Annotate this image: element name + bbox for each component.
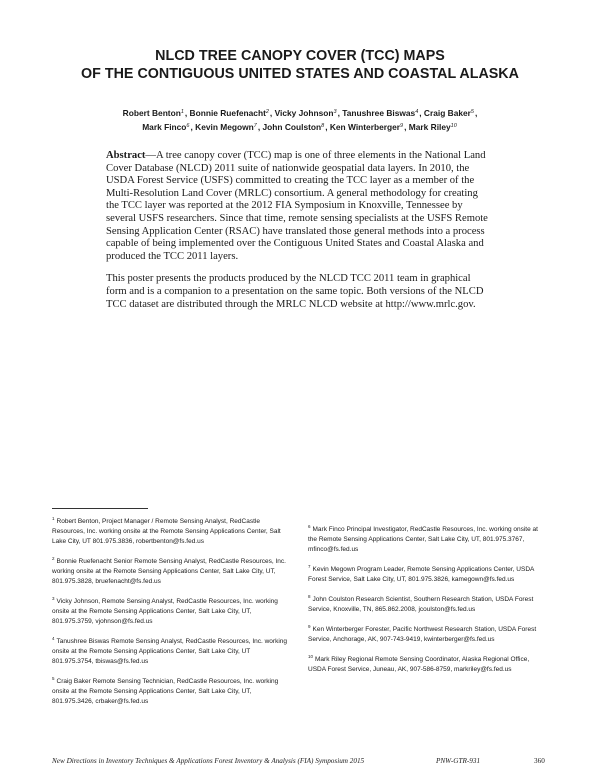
author-separator: , xyxy=(269,108,273,118)
footnote-number: 7 xyxy=(308,564,311,569)
footnote-number: 9 xyxy=(308,624,311,629)
footnote-number: 1 xyxy=(52,516,55,521)
footnote-number: 4 xyxy=(52,636,55,641)
author-affiliation-mark: 4 xyxy=(415,109,419,115)
footer-series: New Directions in Inventory Techniques & Applications Forest Inventory & Analysis (FIA) Symposium 2015 xyxy=(52,757,365,765)
author xyxy=(190,108,273,118)
footnote xyxy=(52,514,292,547)
author-separator: , xyxy=(257,121,261,132)
footnote-number: 3 xyxy=(52,596,55,601)
footnote-text: Mark Finco Principal Investigator, RedCastle Resources, Inc. working onsite at the Remote Sensing Applications Center, Salt Lake City, UT, 801.975.3767, mfinco@fs.fed.us xyxy=(308,526,538,553)
footnote-number: 2 xyxy=(52,556,55,561)
footnote xyxy=(52,634,292,667)
footnotes-left-column xyxy=(52,514,292,714)
footnote-text: Kevin Megown Program Leader, Remote Sensing Applications Center, USDA Forest Service, Salt Lake City, UT, 801.975.3826, kamegown@fs.fed.us xyxy=(308,566,534,583)
author-separator: , xyxy=(404,121,407,132)
author xyxy=(142,122,193,132)
footnote-text: Tanushree Biswas Remote Sensing Analyst, RedCastle Resources, Inc. working onsite at the Remote Sensing Applications Center, Salt Lake City, UT 801.975.3754, tbiswas@fs.fed.us xyxy=(52,638,288,665)
author xyxy=(263,122,328,132)
footnote xyxy=(308,592,548,615)
footnote xyxy=(308,622,548,645)
author-separator: , xyxy=(337,108,340,118)
author xyxy=(275,108,340,118)
author xyxy=(409,122,458,132)
author-affiliation-mark: 8 xyxy=(321,122,325,129)
footnote xyxy=(308,562,548,585)
footnotes-right-column xyxy=(308,522,548,682)
author-name: Bonnie Ruefenacht xyxy=(189,108,266,118)
author-name: Tanushree Biswas xyxy=(342,108,416,118)
page-number: 360 xyxy=(534,757,545,765)
author-separator: , xyxy=(474,108,478,118)
author-name: John Coulston xyxy=(262,121,322,132)
title-line-2: OF THE CONTIGUOUS UNITED STATES AND COASTAL ALASKA xyxy=(81,65,519,82)
author-affiliation-mark: 10 xyxy=(450,122,457,129)
footnote xyxy=(52,554,292,587)
footnote-text: Vicky Johnson, Remote Sensing Analyst, RedCastle Resources, Inc. working onsite at the Remote Sensing Applications Center, Salt Lake City, UT, 801.975.3759, vjohnson@fs.fed.us xyxy=(52,598,278,625)
author-separator: , xyxy=(325,121,328,132)
author-affiliation-mark: 9 xyxy=(400,122,404,129)
paper-title xyxy=(0,48,600,83)
author-affiliation-mark: 3 xyxy=(333,109,337,115)
author xyxy=(123,108,188,118)
footnote-divider xyxy=(52,508,148,509)
footnote-text: Bonnie Ruefenacht Senior Remote Sensing Analyst, RedCastle Resources, Inc. working onsite at the Remote Sensing Applications Center, Salt Lake City, UT, 801.975.3828, bruefenacht@fs.fed.us xyxy=(52,558,286,585)
author-name: Vicky Johnson xyxy=(274,108,334,118)
title-line-1: NLCD TREE CANOPY COVER (TCC) MAPS xyxy=(155,48,445,64)
author xyxy=(342,108,421,118)
footnote xyxy=(52,594,292,627)
author-separator: , xyxy=(184,108,188,118)
abstract-text: —A tree canopy cover (TCC) map is one of three elements in the National Land Cover Database (NLCD) 2011 suite of nationwide geospatial data layers. In 2010, the USDA Forest Service (USFS) committed to creating the TCC layer as a member of the Multi-Resolution Land Cover (MRLC) consortium. A general methodology for creating the TCC layer was reported at the 2012 FIA Symposium in Knoxville, Tennessee by several USFS researchers. Since that time, remote sensing specialists at the USFS Remote Sensing Application Center (RSAC) have translated those general methods into a process capable of being implemented over the Contiguous United States and Coastal Alaska and produced the TCC 2011 layers. xyxy=(106,150,488,262)
author-name: Ken Winterberger xyxy=(329,121,401,132)
footnote-text: John Coulston Research Scientist, Southern Research Station, USDA Forest Service, Knoxville, TN, 865.862.2008, jcoulston@fs.fed.us xyxy=(308,596,534,613)
author xyxy=(424,108,477,118)
footnote-number: 5 xyxy=(52,676,55,681)
author-name: Mark Finco xyxy=(142,121,187,132)
abstract-paragraph-2: This poster presents the products produced by the NLCD TCC 2011 team in graphical form and is a companion to a presentation on the same topic. Both versions of the NLCD TCC dataset are distributed through the MRLC NLCD website at http://www.mrlc.gov. xyxy=(106,273,484,310)
author xyxy=(330,122,407,132)
author-list xyxy=(70,106,530,133)
author-name: Robert Benton xyxy=(122,108,181,118)
author-affiliation-mark: 5 xyxy=(470,109,474,115)
footnote xyxy=(52,674,292,707)
author-name: Mark Riley xyxy=(408,121,451,132)
abstract-label: Abstract xyxy=(106,150,146,161)
footnote-text: Craig Baker Remote Sensing Technician, RedCastle Resources, Inc. working onsite at the Remote Sensing Applications Center, Salt Lake City, UT, 801.975.3426, crbaker@fs.fed.us xyxy=(52,678,279,705)
author xyxy=(195,122,260,132)
author-name: Craig Baker xyxy=(423,108,471,118)
footnote xyxy=(308,652,548,675)
author-affiliation-mark: 1 xyxy=(180,109,184,115)
author-affiliation-mark: 6 xyxy=(186,122,190,129)
footnote xyxy=(308,522,548,555)
author-affiliation-mark: 2 xyxy=(265,109,269,115)
author-separator: , xyxy=(419,108,422,118)
abstract-paragraph-1 xyxy=(106,150,490,263)
footnote-text: Ken Winterberger Forester, Pacific Northwest Research Station, USDA Forest Service, Anchorage, AK, 907-743-9419, kwinterberger@fs.fed.us xyxy=(308,626,537,643)
footnote-text: Robert Benton, Project Manager / Remote Sensing Analyst, RedCastle Resources, Inc. working onsite at the Remote Sensing Applications Center, Salt Lake City, UT 801.975.3836, robertbenton@fs.fed.us xyxy=(52,518,281,545)
footer-report-number: PNW-GTR-931 xyxy=(436,757,481,765)
author-affiliation-mark: 7 xyxy=(253,122,257,129)
author-name: Kevin Megown xyxy=(195,121,254,132)
author-separator: , xyxy=(190,121,193,132)
footnote-number: 6 xyxy=(308,524,311,529)
abstract-section xyxy=(106,150,490,321)
footnote-number: 10 xyxy=(308,654,314,659)
footnote-number: 8 xyxy=(308,594,311,599)
footnote-text: Mark Riley Regional Remote Sensing Coordinator, Alaska Regional Office, USDA Forest Service, Juneau, AK, 907-586-8759, markriley@fs.fed.us xyxy=(308,656,530,673)
